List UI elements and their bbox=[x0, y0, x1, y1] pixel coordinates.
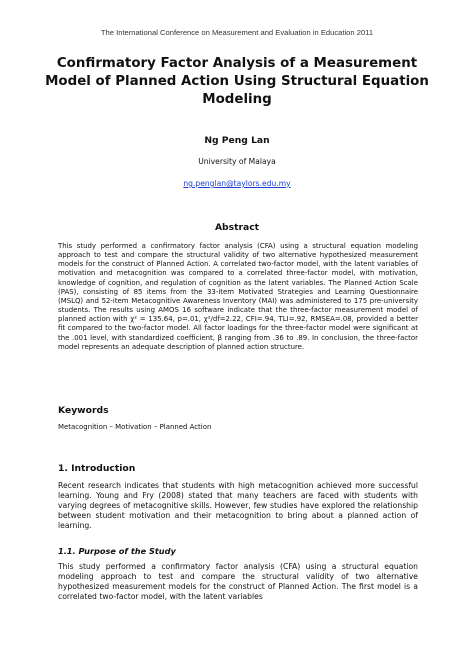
author-email-link[interactable] bbox=[0, 179, 474, 188]
section-introduction-body: Recent research indicates that students with high metacognition achieved more successful learning. Young and Fry (2008) stated that many teachers are faced with students with varying degrees of metacognitive skills. However, few studies have explored the relationship between student motivation and their metacognition to bring about a planned action of learning. bbox=[58, 481, 418, 531]
running-header: The International Conference on Measurement and Evaluation in Education 2011 bbox=[100, 28, 374, 37]
author-email-text[interactable]: ng.penglan@taylors.edu.my bbox=[183, 179, 291, 188]
keywords-list: Metacognition – Motivation – Planned Action bbox=[58, 423, 212, 431]
author-name: Ng Peng Lan bbox=[204, 135, 270, 146]
subsection-purpose-heading: 1.1. Purpose of the Study bbox=[58, 546, 176, 556]
keywords-heading: Keywords bbox=[58, 405, 109, 416]
section-introduction-heading: 1. Introduction bbox=[58, 463, 136, 474]
subsection-purpose-body: This study performed a confirmatory factor analysis (CFA) using a structural equation modeling approach to test and compare the structural validity of two alternative hypothesized measurement models for the construct of Planned Action. The first model is a correlated two-factor model, with the latent variables bbox=[58, 562, 418, 602]
author-affiliation: University of Malaya bbox=[198, 157, 276, 166]
paper-title: Confirmatory Factor Analysis of a Measurement Model of Planned Action Using Structural Equation Modeling bbox=[45, 56, 429, 107]
abstract-heading: Abstract bbox=[214, 222, 260, 233]
abstract-body: This study performed a confirmatory factor analysis (CFA) using a structural equation modeling approach to test and compare the structural validity of two alternative hypothesized measurement models for the construct of Planned Action. A correlated two-factor model, with the latent variables of motivation and metacognition was compared to a correlated three-factor model, with motivation, knowledge of cognition, and regulation of cognition as the latent variables. The Planned Action Scale (PAS), consisting of 85 items from the 33-item Motivated Strategies and Learning Questionnaire (MSLQ) and 52-item Metacognitive Awareness Inventory (MAI) was administered to 175 pre-university students. The results using AMOS 16 software indicate that the three-factor measurement model of planned action with χ² = 135.64, p=.01, χ²/df=2.22, CFI=.94, TLI=.92, RMSEA=.08, provided a better fit compared to the two-factor model. All factor loadings for the three-factor model were significant at the .001 level, with standardized coefficient, β ranging from .36 to .89. In conclusion, the three-factor model represents an adequate description of planned action structure. bbox=[58, 242, 418, 351]
